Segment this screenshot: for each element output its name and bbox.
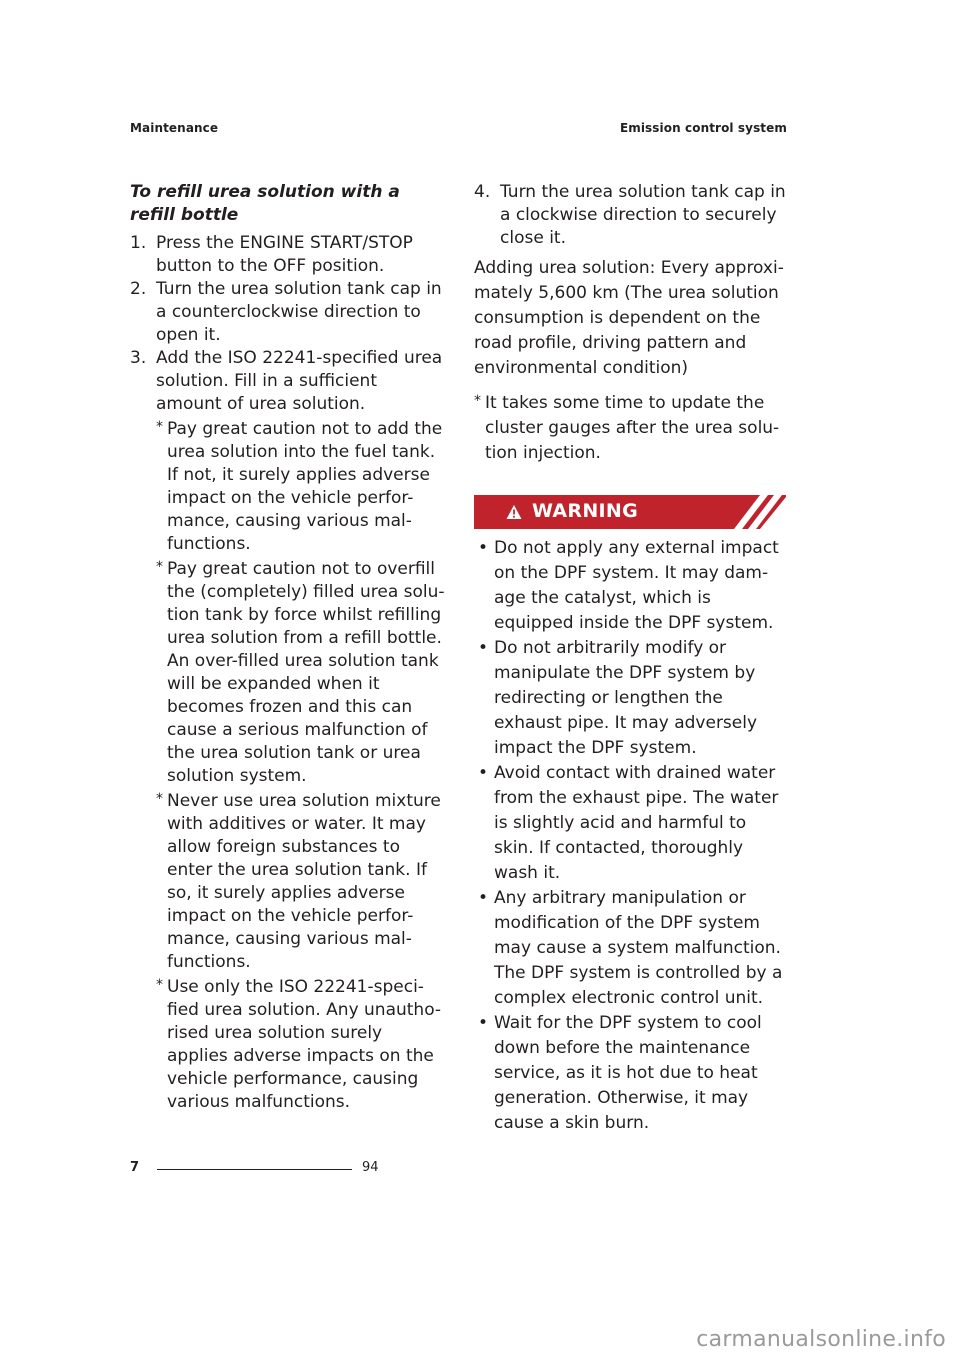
note-text: Pay great caution not to overfill the (completely) filled urea solu-tion tank by force whilst refilling urea solution from a refill bottle. An over-filled urea solution tank will be expanded when it becomes frozen and this can cause a serious malfunction of the urea solution tank or urea solution system. [167,559,445,786]
note-item [156,788,446,974]
warning-text: Do not arbitrarily modify or manipulate the DPF system by redirecting or lengthen the exhaust pipe. It may adversely impact the DPF system. [494,638,758,758]
bullet-mark: • [478,763,489,783]
bullet-mark: • [478,1013,489,1033]
warning-item [474,636,786,761]
step-number: 2. [130,279,147,299]
warning-title: WARNING [532,500,639,522]
warning-text: Wait for the DPF system to cool down before the maintenance service, as it is hot due to heat generation. Otherwise, it may cause a skin burn. [494,1013,762,1133]
step-text: Add the ISO 22241-specified urea solution. Fill in a sufficient amount of urea solution. [156,348,443,414]
warning-text: Avoid contact with drained water from the exhaust pipe. The water is slightly acid and harmful to skin. If contacted, thoroughly wash it. [494,763,779,883]
warning-item [474,886,786,1011]
warning-item [474,1011,786,1136]
watermark: carmanualsonline.info [696,1327,946,1352]
warning-triangle-icon [506,504,522,520]
right-column [474,181,788,466]
step-text: Turn the urea solution tank cap in a counterclockwise direction to open it. [156,279,442,345]
note-text: Pay great caution not to add the urea solution into the fuel tank. If not, it surely applies adverse impact on the vehicle perfor-mance, causing various mal-functions. [167,419,443,554]
note-item [156,556,446,788]
step-4 [474,181,788,250]
note-text: It takes some time to update the cluster gauges after the urea solu-tion injection. [485,393,780,463]
warning-text: Do not apply any external impact on the DPF system. It may dam-age the catalyst, which is equipped inside the DPF system. [494,538,779,633]
chapter-number: 7 [130,1160,140,1175]
warning-list [474,536,786,1136]
note-asterisk: * [156,977,163,993]
step-number: 4. [474,182,491,202]
note-text: Use only the ISO 22241-speci-fied urea solution. Any unautho-rised urea solution surely applies adverse impacts on the vehicle performance, causing various malfunctions. [167,977,442,1112]
header-chapter-title: Emission control system [619,121,787,135]
warning-item [474,761,786,886]
step-text: Turn the urea solution tank cap in a clockwise direction to securely close it. [500,182,786,248]
bullet-mark: • [478,538,489,558]
step-1 [130,232,446,278]
page-footer [130,1160,379,1178]
note-asterisk: * [156,419,163,435]
footer-divider [157,1169,352,1170]
step-3-notes [156,416,446,1114]
step-number: 3. [130,348,147,368]
bullet-mark: • [478,638,489,658]
header-section-title: Maintenance [130,121,219,135]
bullet-mark: • [478,888,489,908]
page-number: 94 [362,1160,379,1175]
note-text: Never use urea solution mixture with additives or water. It may allow foreign substances to enter the urea solution tank. If so, it surely applies adverse impact on the vehicle perfor-mance, causing various mal-functions. [167,791,441,972]
note-item [474,389,788,466]
note-asterisk: * [156,559,163,575]
warning-text: Any arbitrary manipulation or modification of the DPF system may cause a system malfunction. The DPF system is controlled by a complex electronic control unit. [494,888,783,1008]
step-2 [130,278,446,347]
step-number: 1. [130,233,147,253]
warning-slash-decoration [730,495,786,529]
note-item [156,974,446,1114]
refill-interval-paragraph: Adding urea solution: Every approxi-mately 5,600 km (The urea solution consumption is dependent on the road profile, driving pattern and environmental condition) [474,258,784,378]
note-item [156,416,446,556]
note-asterisk: * [156,791,163,807]
left-column [130,181,446,1114]
step-3 [130,347,446,416]
warning-item [474,536,786,636]
section-title: To refill urea solution with a refill bottle [130,182,400,225]
note-asterisk: * [474,393,481,409]
step-text: Press the ENGINE START/STOP button to the OFF position. [156,233,413,276]
warning-banner [474,495,786,529]
